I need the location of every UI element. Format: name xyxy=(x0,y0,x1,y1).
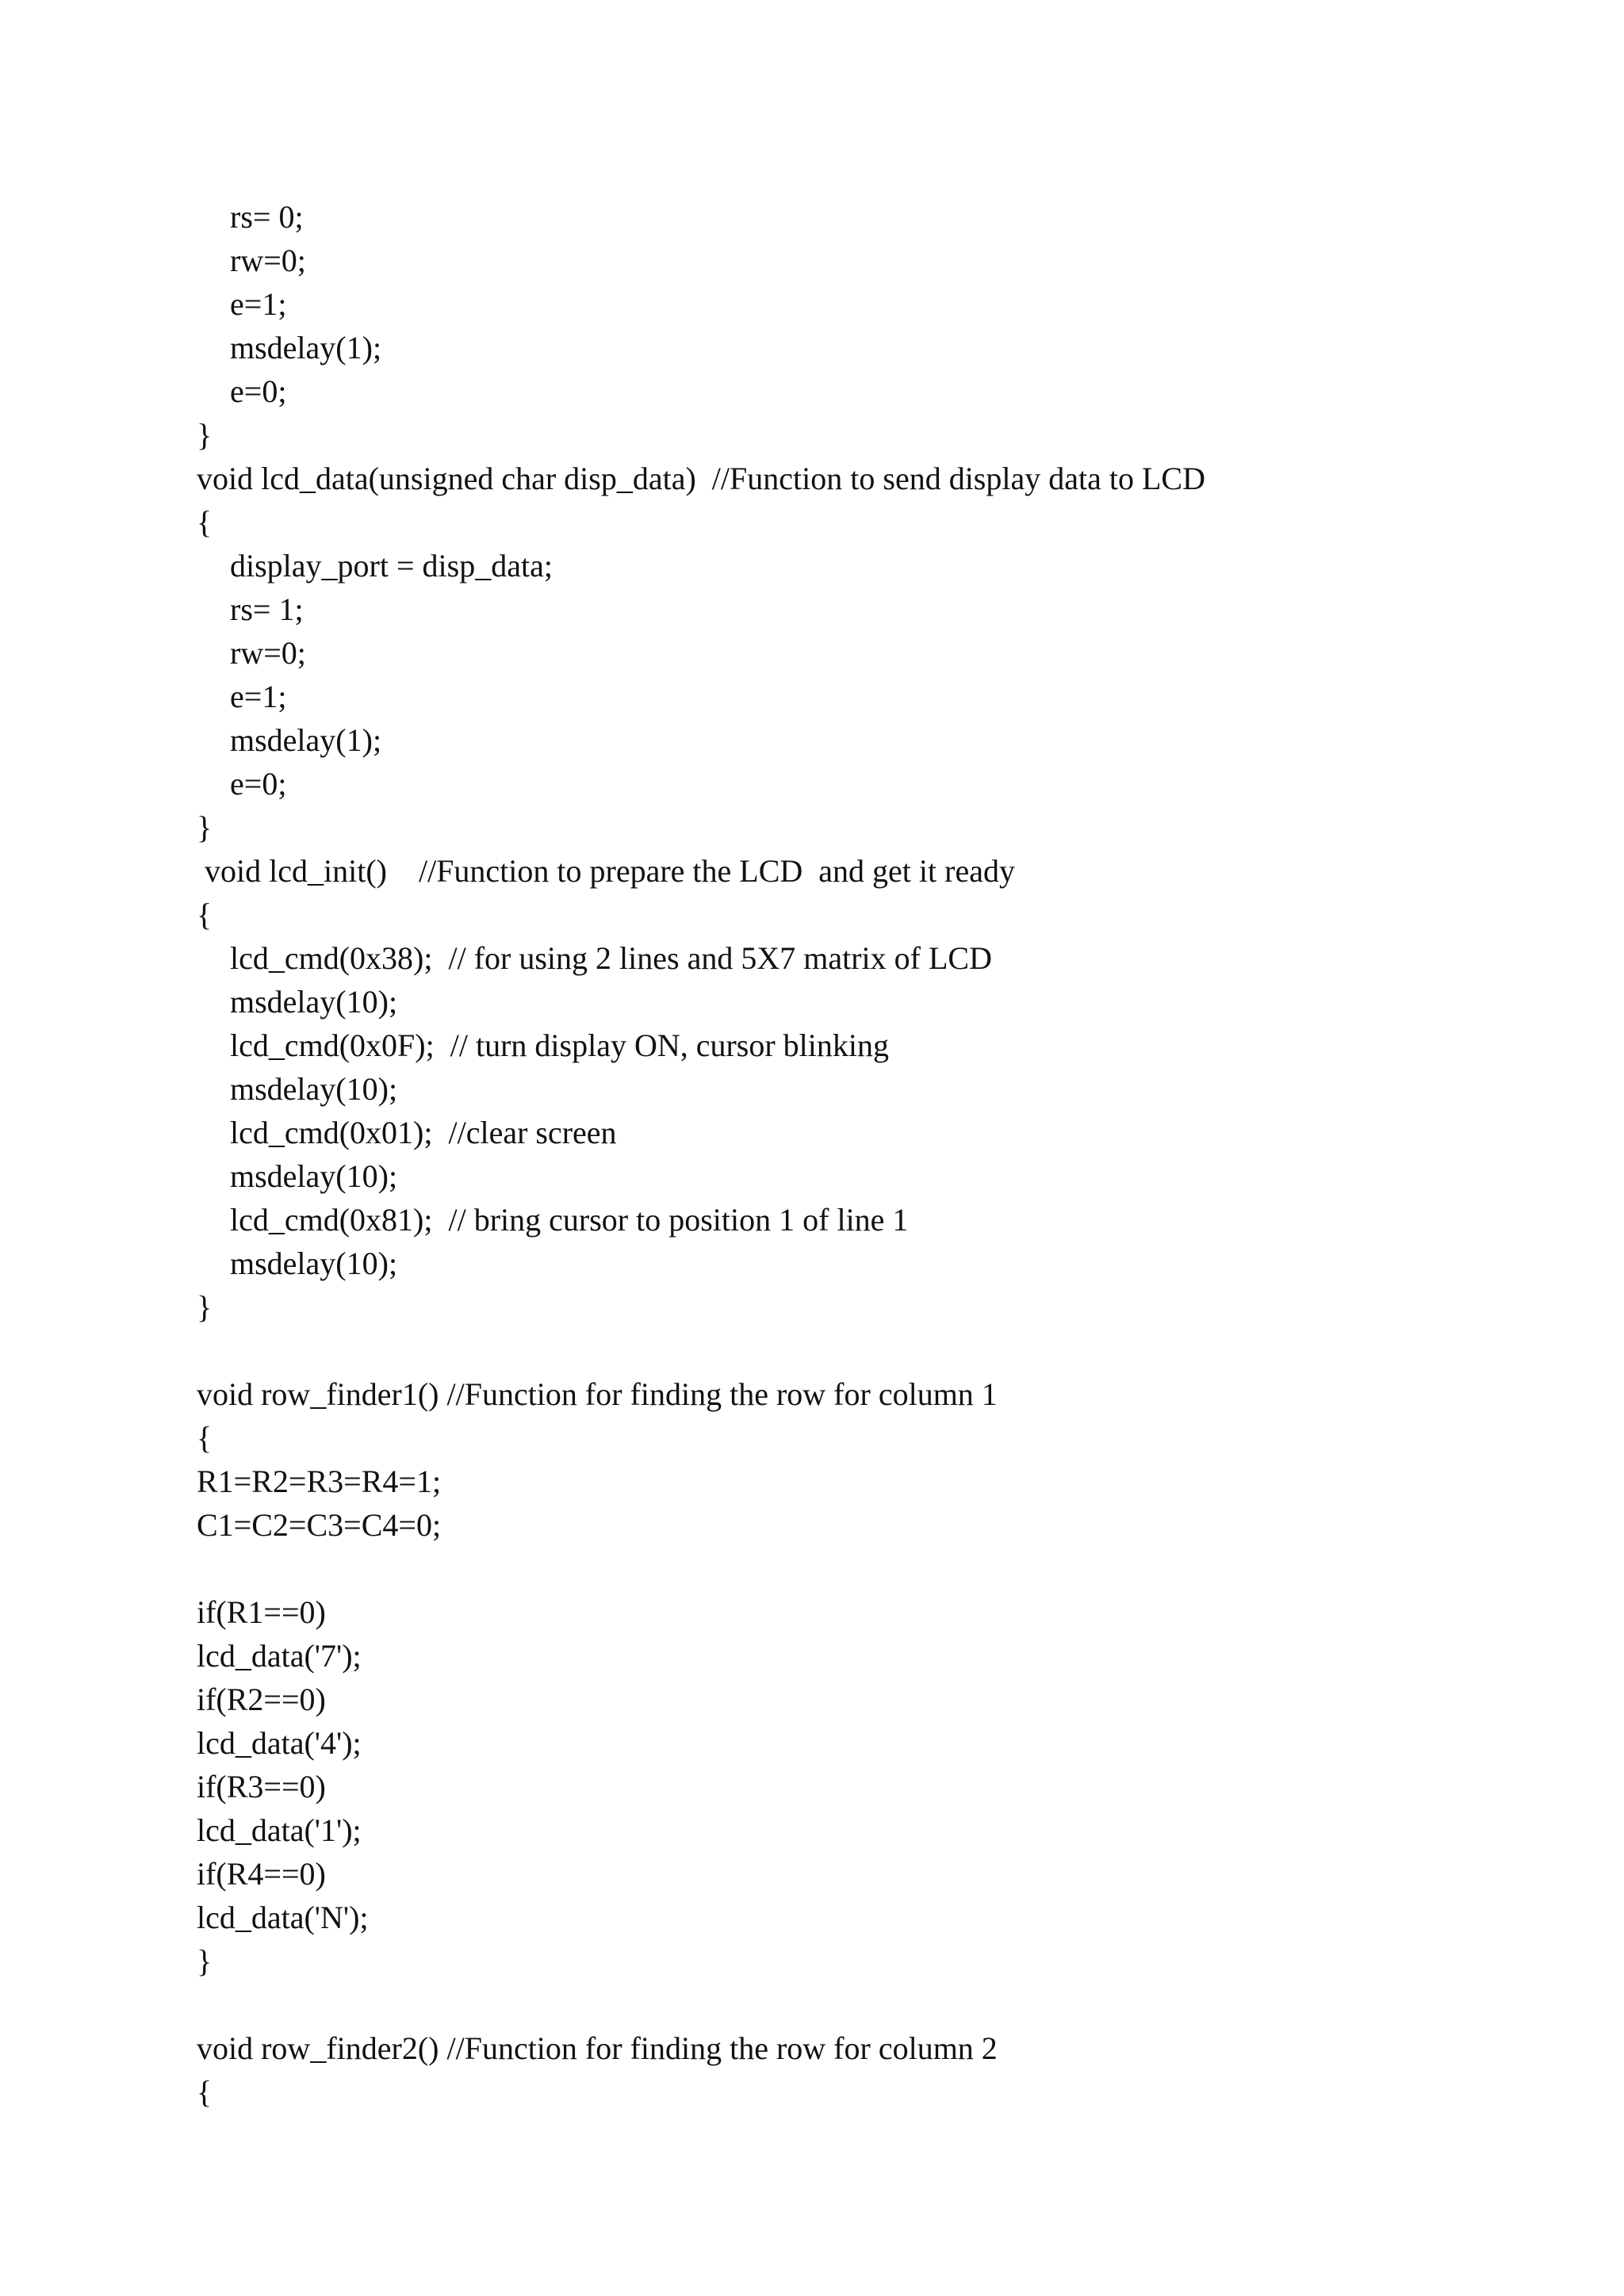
code-line: rs= 1; xyxy=(230,591,304,627)
code-line: msdelay(10); xyxy=(230,1071,398,1107)
code-line: lcd_cmd(0x81); // bring cursor to position 1 of line 1 xyxy=(230,1202,909,1238)
code-line: e=1; xyxy=(230,286,287,322)
code-line: lcd_data('1'); xyxy=(197,1812,362,1848)
code-line: C1=C2=C3=C4=0; xyxy=(197,1507,442,1543)
code-line: void lcd_init() //Function to prepare the LCD and get it ready xyxy=(205,853,1015,889)
code-line: lcd_data('4'); xyxy=(197,1725,362,1761)
code-line: { xyxy=(197,897,213,932)
code-line: msdelay(1); xyxy=(230,330,382,365)
code-line: display_port = disp_data; xyxy=(230,548,553,584)
code-line: if(R1==0) xyxy=(197,1594,326,1630)
code-line: } xyxy=(197,1943,213,1979)
code-listing xyxy=(197,195,1592,2114)
code-line: void row_finder2() //Function for finding the row for column 2 xyxy=(197,2030,998,2066)
code-line xyxy=(197,1329,1592,1372)
code-line: msdelay(10); xyxy=(230,984,398,1020)
code-line: } xyxy=(197,809,213,845)
code-line: e=0; xyxy=(230,766,287,802)
code-line: void lcd_data(unsigned char disp_data) //Function to send display data to LCD xyxy=(197,461,1205,496)
code-line: lcd_data('N'); xyxy=(197,1900,369,1935)
code-line: { xyxy=(197,2074,213,2110)
code-line: msdelay(1); xyxy=(230,722,382,758)
code-line: { xyxy=(197,504,213,540)
code-line: msdelay(10); xyxy=(230,1158,398,1194)
code-line: if(R3==0) xyxy=(197,1769,326,1804)
code-line: lcd_cmd(0x0F); // turn display ON, cursor blinking xyxy=(230,1027,890,1063)
code-line: if(R4==0) xyxy=(197,1856,326,1892)
code-line: } xyxy=(197,417,213,453)
code-line: lcd_data('7'); xyxy=(197,1638,362,1674)
code-line: lcd_cmd(0x01); //clear screen xyxy=(230,1115,617,1150)
code-line: rw=0; xyxy=(230,243,306,278)
code-line: } xyxy=(197,1289,213,1325)
code-line: e=0; xyxy=(230,373,287,409)
code-line: rw=0; xyxy=(230,635,306,671)
code-line: e=1; xyxy=(230,679,287,714)
code-line: R1=R2=R3=R4=1; xyxy=(197,1464,442,1499)
code-line: if(R2==0) xyxy=(197,1682,326,1717)
code-line: rs= 0; xyxy=(230,199,304,235)
code-line xyxy=(197,1983,1592,2026)
code-line: lcd_cmd(0x38); // for using 2 lines and 5X7 matrix of LCD xyxy=(230,940,992,976)
code-line: void row_finder1() //Function for finding the row for column 1 xyxy=(197,1376,998,1412)
code-line: { xyxy=(197,1420,213,1456)
code-line: msdelay(10); xyxy=(230,1246,398,1281)
code-line xyxy=(197,1547,1592,1590)
